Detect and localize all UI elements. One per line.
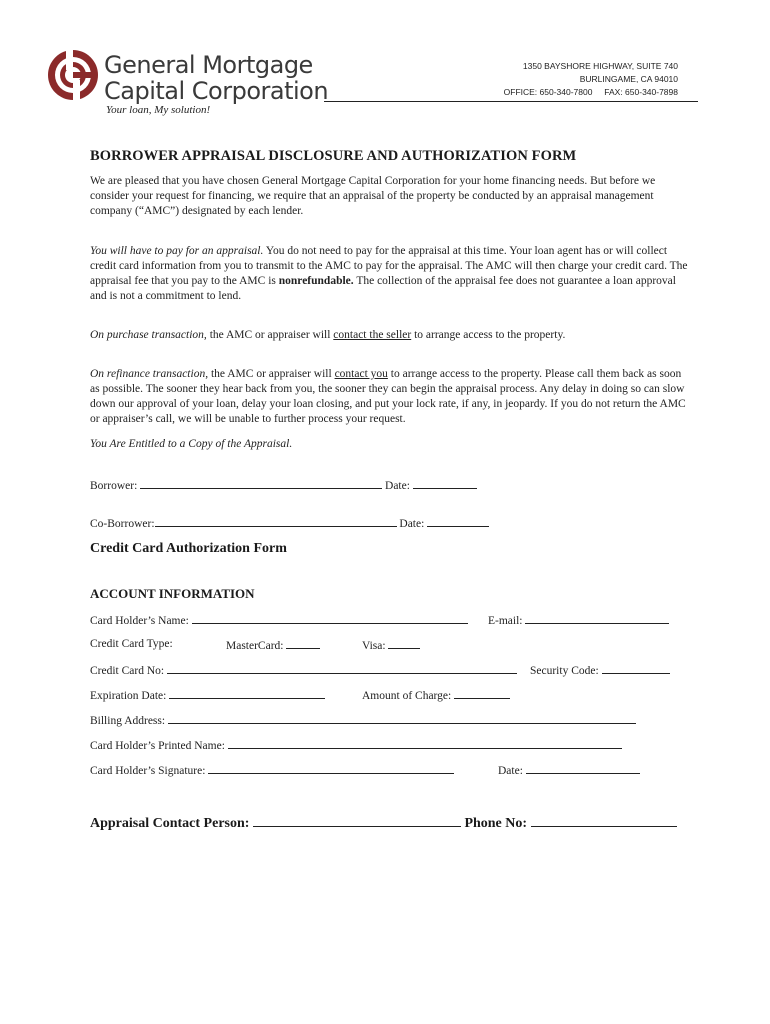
visa-row [362, 638, 420, 652]
signature-date-row [498, 763, 640, 777]
payment-text-1: You do not need to pay for the appraisal at this time. Your loan agent has or will collect credit card information from you to transmit to the AMC to pay for the appraisal. The AMC will then charge your credit card. The appraisal fee that you pay to the AMC is [90, 245, 688, 287]
company-name [104, 52, 328, 104]
visa-field[interactable] [388, 638, 420, 649]
company-address [504, 60, 678, 99]
expiration-row [90, 688, 325, 702]
company-name-line2: Capital Corporation [104, 77, 329, 105]
mastercard-field[interactable] [286, 638, 320, 649]
entitled-note [90, 437, 690, 452]
address-street: 1350 BAYSHORE HIGHWAY, SUITE 740 [522, 61, 678, 71]
card-number-row [90, 663, 517, 677]
contact-seller-text: contact the seller [333, 329, 412, 341]
intro-paragraph: We are pleased that you have chosen General Mortgage Capital Corporation for your home financing needs. But before we consider your request for financing, we require that an appraisal of the property be conducted by an appraisal management company (“AMC”) designated by each lender. [90, 175, 656, 217]
payment-lead: You will have to pay for an appraisal. [90, 245, 264, 257]
company-tagline: Your loan, My solution! [106, 104, 211, 116]
company-logo-icon [46, 48, 100, 102]
printed-name-field[interactable] [228, 738, 622, 749]
refinance-text-1: , the AMC or appraiser will [205, 368, 335, 380]
contact-person-label: Appraisal Contact Person: [90, 816, 250, 831]
signature-date-field[interactable] [526, 763, 640, 774]
borrower-label: Borrower: [90, 480, 138, 492]
coborrower-label: Co-Borrower: [90, 518, 155, 530]
email-label: E-mail: [488, 615, 523, 627]
address-city: BURLINGAME, CA 94010 [579, 74, 678, 84]
cc-form-title: Credit Card Authorization Form [90, 541, 287, 556]
expiration-label: Expiration Date: [90, 690, 167, 702]
borrower-date-field[interactable] [413, 478, 477, 489]
company-name-line1: General Mortgage [104, 51, 313, 79]
form-title: BORROWER APPRAISAL DISCLOSURE AND AUTHORIZATION FORM [90, 148, 577, 164]
purchase-text-1: the AMC or appraiser will [206, 329, 334, 341]
card-holder-name-field[interactable] [192, 613, 468, 624]
account-info-heading: ACCOUNT INFORMATION [90, 586, 255, 601]
printed-name-row [90, 738, 622, 752]
purchase-paragraph [90, 328, 690, 343]
card-holder-signature-field[interactable] [208, 763, 454, 774]
security-code-field[interactable] [602, 663, 670, 674]
mastercard-row [226, 638, 320, 652]
security-code-label: Security Code: [530, 665, 599, 677]
coborrower-signature-row [90, 516, 489, 530]
coborrower-date-field[interactable] [427, 516, 489, 527]
card-holder-name-row [90, 613, 468, 627]
borrower-signature-field[interactable] [140, 478, 382, 489]
card-holder-signature-label: Card Holder’s Signature: [90, 765, 206, 777]
printed-name-label: Card Holder’s Printed Name: [90, 740, 225, 752]
security-code-row [530, 663, 670, 677]
card-holder-signature-row [90, 763, 454, 777]
payment-text-2: The collection of the appraisal fee does not guarantee a loan approval and is not a commitment to lend. [90, 275, 676, 302]
amount-row [362, 688, 510, 702]
billing-address-row [90, 713, 636, 727]
refinance-lead: On refinance transaction [90, 368, 206, 380]
coborrower-signature-field[interactable] [155, 516, 397, 527]
refinance-text-2: to arrange access to the property. Please call them back as soon as possible. The sooner they hear back from you, the sooner they can begin the appraisal process. Any delay in doing so can slow down our approval of your loan, delay your loan closing, and put your lock rate, if any, in jeopardy. If you do not return the AMC or appraiser’s call, we will be unable to further process your request. [90, 368, 686, 425]
refinance-paragraph [90, 367, 690, 427]
mastercard-label: MasterCard: [226, 640, 284, 652]
phone-field[interactable] [531, 813, 677, 827]
contact-you-text: contact you [334, 368, 388, 380]
email-field[interactable] [525, 613, 669, 624]
borrower-date-label: Date: [385, 480, 410, 492]
contact-person-field[interactable] [253, 813, 461, 827]
card-number-field[interactable] [167, 663, 517, 674]
coborrower-date-label: Date: [399, 518, 425, 530]
purchase-text-2: to arrange access to the property. [411, 329, 566, 341]
billing-address-label: Billing Address: [90, 715, 166, 727]
card-holder-name-label: Card Holder’s Name: [90, 615, 189, 627]
billing-address-field[interactable] [168, 713, 636, 724]
header-divider [324, 101, 698, 102]
visa-label: Visa: [362, 640, 386, 652]
borrower-signature-row [90, 478, 477, 492]
email-row [488, 613, 669, 627]
address-phone-fax: OFFICE: 650-340-7800 FAX: 650-340-7898 [503, 87, 678, 97]
expiration-field[interactable] [169, 688, 325, 699]
amount-field[interactable] [454, 688, 510, 699]
phone-label: Phone No: [464, 816, 528, 831]
card-type-label: Credit Card Type: [90, 638, 173, 650]
payment-paragraph [90, 244, 690, 304]
appraisal-contact-row [90, 813, 677, 832]
nonrefundable-text: nonrefundable. [278, 275, 354, 287]
purchase-lead: On purchase transaction, [90, 329, 207, 341]
signature-date-label: Date: [498, 765, 523, 777]
amount-label: Amount of Charge: [362, 690, 452, 702]
card-number-label: Credit Card No: [90, 665, 165, 677]
entitled-text: You Are Entitled to a Copy of the Appraisal. [90, 438, 293, 450]
